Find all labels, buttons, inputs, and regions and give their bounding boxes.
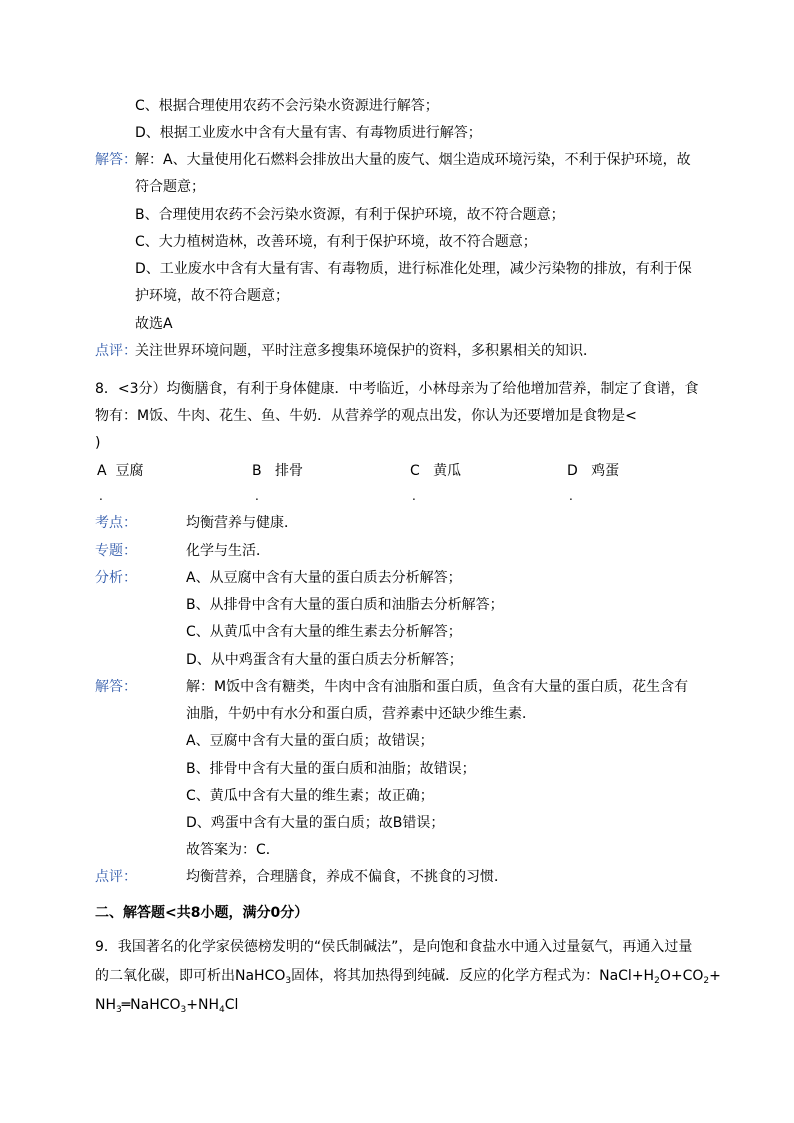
option-dot: . [412, 489, 416, 503]
question-9-line [95, 967, 721, 985]
option-letter: A [97, 463, 107, 479]
answer-line: 故答案为：C． [186, 842, 280, 858]
analysis-line: B、从排骨中含有大量的蛋白质和油脂去分析解答； [186, 597, 504, 613]
answer-line: B、排骨中含有大量的蛋白质和油脂；故错误； [186, 761, 476, 777]
option-b[interactable] [252, 462, 303, 480]
analysis-line: D、从中鸡蛋含有大量的蛋白质去分析解答； [186, 652, 463, 668]
answer-line: C、黄瓜中含有大量的维生素；故正确； [186, 788, 434, 804]
answer-label: 解答： [95, 679, 137, 695]
question-9-equation [95, 996, 238, 1014]
point-label: 考点： [95, 515, 137, 531]
analysis-line-d: D、根据工业废水中含有大量有害、有毒物质进行解答； [135, 125, 482, 141]
q9-text: O+CO [659, 968, 704, 984]
option-text: 黄瓜 [433, 463, 462, 479]
option-letter: C [410, 463, 420, 479]
option-letter: D [567, 463, 578, 479]
answer-line: C、大力植树造林，改善环境，有利于保护环境，故不符合题意； [135, 234, 537, 250]
q9-text: NH [95, 997, 116, 1013]
q9-subscript: 3 [116, 1005, 122, 1015]
topic-label: 专题： [95, 543, 137, 559]
option-dot: . [99, 489, 103, 503]
option-dot: . [255, 489, 259, 503]
option-letter: B [252, 463, 262, 479]
review-text: 均衡营养，合理膳食，养成不偏食，不挑食的习惯． [186, 869, 508, 885]
answer-line: 符合题意； [135, 179, 205, 195]
review-label: 点评： [95, 869, 137, 885]
point-text: 均衡营养与健康． [186, 515, 298, 531]
answer-line: 油脂，牛奶中有水分和蛋白质，营养素中还缺少维生素． [186, 706, 536, 722]
answer-choice: 故选A [135, 316, 173, 332]
answer-line: A、豆腐中含有大量的蛋白质；故错误； [186, 733, 434, 749]
q9-subscript: 3 [180, 1005, 187, 1015]
review-text: 关注世界环境问题，平时注意多搜集环境保护的资料，多积累相关的知识． [135, 343, 597, 359]
section-title: 二、解答题<共8小题，满分0分） [95, 905, 309, 921]
answer-line: 护环境，故不符合题意； [135, 288, 289, 304]
answer-line: 解：M饭中含有糖类，牛肉中含有油脂和蛋白质，鱼含有大量的蛋白质，花生含有 [186, 679, 689, 695]
question-9-line: 9．我国著名的化学家侯德榜发明的“侯氏制碱法”，是向饱和食盐水中通入过量氨气，再通入过量 [95, 939, 693, 955]
answer-line: D、鸡蛋中含有大量的蛋白质；故B错误； [186, 815, 445, 831]
analysis-line: C、从黄瓜中含有大量的维生素去分析解答； [186, 624, 462, 640]
review-label: 点评： [95, 343, 137, 359]
option-dot: . [569, 489, 573, 503]
q9-text: 的二氧化碳，即可析出NaHCO [95, 968, 286, 984]
option-text: 豆腐 [115, 463, 144, 479]
answer-label: 解答： [95, 152, 137, 168]
q9-text: ═NaHCO [121, 997, 181, 1013]
analysis-label: 分析： [95, 570, 137, 586]
option-a[interactable] [97, 462, 143, 480]
question-8-line: ) [95, 435, 101, 451]
q9-text: + [709, 968, 721, 984]
question-8-line: 8．<3分）均衡膳食，有利于身体健康．中考临近，小林母亲为了给他增加营养，制定了食谱，食 [95, 381, 699, 397]
analysis-line: A、从豆腐中含有大量的蛋白质去分析解答； [186, 570, 462, 586]
q9-subscript: 2 [654, 976, 660, 986]
q9-text: Cl [224, 997, 239, 1013]
option-d[interactable] [567, 462, 619, 480]
q9-text: +NH [186, 997, 220, 1013]
q9-text: 固体，将其加热得到纯碱．反应的化学方程式为：NaCl+H [291, 968, 655, 984]
q9-subscript: 4 [219, 1005, 225, 1015]
q9-subscript: 3 [285, 976, 292, 986]
q9-subscript: 2 [703, 976, 710, 986]
analysis-line-c: C、根据合理使用农药不会污染水资源进行解答； [135, 98, 439, 114]
answer-line: 解：A、大量使用化石燃料会排放出大量的废气、烟尘造成环境污染，不利于保护环境，故 [135, 152, 691, 168]
option-c[interactable] [410, 462, 461, 480]
answer-line: B、合理使用农药不会污染水资源，有利于保护环境，故不符合题意； [135, 207, 565, 223]
topic-text: 化学与生活． [186, 543, 270, 559]
option-text: 鸡蛋 [591, 463, 620, 479]
question-8-line: 物有：M饭、牛肉、花生、鱼、牛奶．从营养学的观点出发，你认为还要增加是食物是< [95, 408, 637, 424]
option-text: 排骨 [274, 463, 303, 479]
answer-line: D、工业废水中含有大量有害、有毒物质，进行标准化处理，减少污染物的排放，有利于保 [135, 261, 692, 277]
